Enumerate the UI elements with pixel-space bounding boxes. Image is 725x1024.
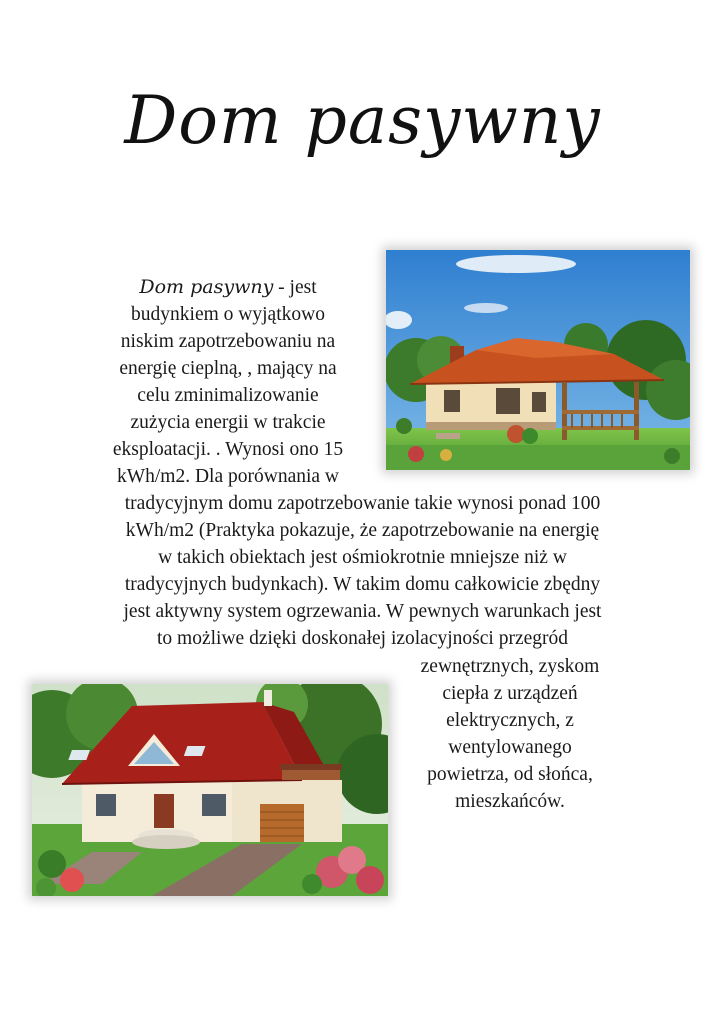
- body-line: elektrycznych, z: [446, 710, 574, 731]
- lead-rest: - jest: [273, 277, 317, 298]
- lead-term: Dom pasywny: [139, 276, 274, 298]
- body-line: tradycyjnych budynkach). W takim domu całkowicie zbędny: [124, 574, 601, 595]
- house-photo: [32, 684, 388, 896]
- body-line: zużycia energii w trakcie: [130, 412, 326, 433]
- bungalow-photo: [386, 250, 690, 470]
- body-line: jest aktywny system ogrzewania. W pewnych warunkach jest: [123, 601, 602, 622]
- body-line: to możliwe dzięki doskonałej izolacyjności przegród: [157, 628, 568, 649]
- body-line: zewnętrznych, zyskom: [420, 656, 600, 677]
- body-line: mieszkańców.: [455, 791, 565, 812]
- lead-line: [48, 274, 408, 301]
- body-line: powietrza, od słońca,: [427, 764, 593, 785]
- body-line: wentylowanego: [448, 737, 572, 758]
- body-line: energię cieplną, , mający na: [119, 358, 337, 379]
- body-line: tradycyjnym domu zapotrzebowanie takie wynosi ponad 100: [124, 493, 601, 514]
- body-line: eksploatacji. . Wynosi ono 15: [112, 439, 344, 460]
- body-line: celu zminimalizowanie: [137, 385, 319, 406]
- body-line: niskim zapotrzebowaniu na: [120, 331, 336, 352]
- body-line: budynkiem o wyjątkowo: [131, 304, 325, 325]
- body-line: ciepła z urządzeń: [442, 683, 578, 704]
- body-line: w takich obiektach jest ośmiokrotnie mniejsze niż w: [158, 547, 567, 568]
- page-title: Dom pasywny: [124, 82, 601, 159]
- body-line: kWh/m2. Dla porównania w: [116, 466, 340, 487]
- body-line: kWh/m2 (Praktyka pokazuje, że zapotrzebowanie na energię: [125, 520, 600, 541]
